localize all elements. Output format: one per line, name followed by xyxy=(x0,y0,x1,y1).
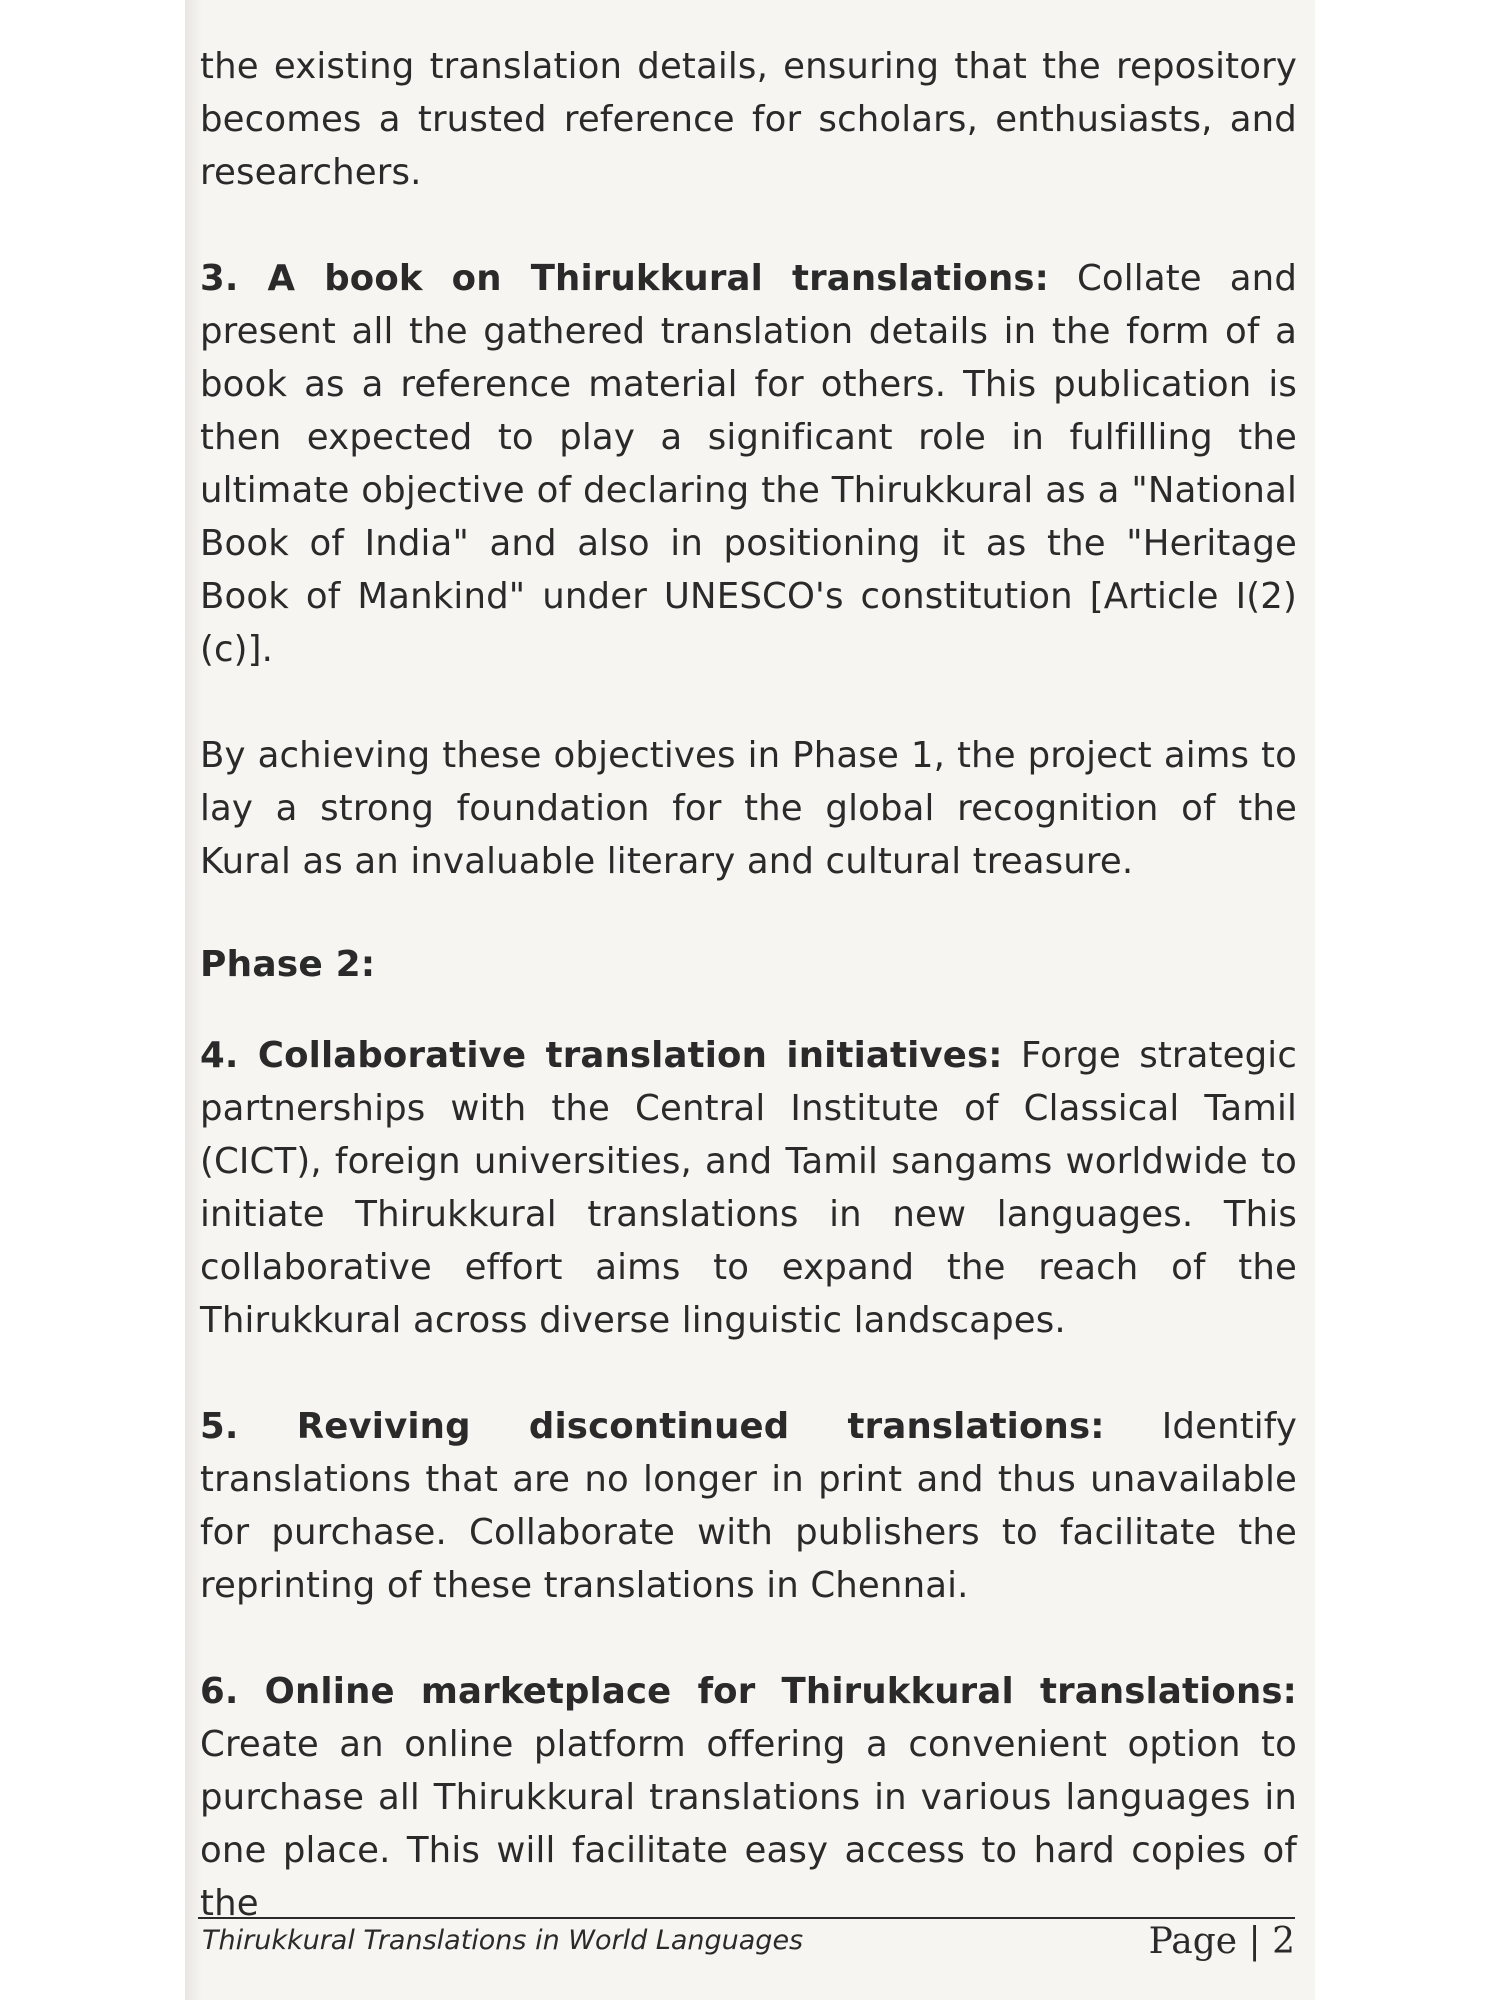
item-4-paragraph xyxy=(200,1029,1297,1347)
item-5-paragraph xyxy=(200,1400,1297,1612)
item-6-paragraph xyxy=(200,1665,1297,1930)
item-3-text: Collate and present all the gathered translation details in the form of a book as a reference material for others. This publication is then expected to play a significant role in fulfilling the ultimate objective of declaring the Thirukkural as a "National Book of India" and also in positioning it as the "Heritage Book of Mankind" under UNESCO's constitution [Article I(2)(c)]. xyxy=(200,258,1297,670)
item-4-title: 4. Collaborative translation initiatives: xyxy=(200,1035,1003,1076)
item-5-title: 5. Reviving discontinued translations: xyxy=(200,1406,1105,1447)
item-5-text: Identify translations that are no longer in print and thus unavailable for purchase. Collaborate with publishers to facilitate the reprinting of these translations in Chennai. xyxy=(200,1406,1297,1606)
item-3-paragraph xyxy=(200,252,1297,676)
item-6-text: Create an online platform offering a convenient option to purchase all Thirukkural translations in various languages in one place. This will facilitate easy access to hard copies of the xyxy=(200,1724,1297,1924)
footer-book-title: Thirukkural Translations in World Languages xyxy=(202,1925,804,1956)
footer-page-number: Page | 2 xyxy=(1148,1921,1295,1962)
phase-1-summary: By achieving these objectives in Phase 1, the project aims to lay a strong foundation for the global recognition of the Kural as an invaluable literary and cultural treasure. xyxy=(200,735,1297,882)
footer-divider xyxy=(198,1917,1295,1919)
intro-paragraph: the existing translation details, ensuring that the repository becomes a trusted reference for scholars, enthusiasts, and researchers. xyxy=(200,46,1297,193)
item-6-title: 6. Online marketplace for Thirukkural translations: xyxy=(200,1671,1297,1712)
item-3-title: 3. A book on Thirukkural translations: xyxy=(200,258,1049,299)
phase-2-heading: Phase 2: xyxy=(200,944,376,985)
item-4-text: Forge strategic partnerships with the Central Institute of Classical Tamil (CICT), foreign universities, and Tamil sangams worldwide to initiate Thirukkural translations in new languages. This collaborative effort aims to expand the reach of the Thirukkural across diverse linguistic landscapes. xyxy=(200,1035,1297,1341)
page-body xyxy=(200,40,1297,1930)
